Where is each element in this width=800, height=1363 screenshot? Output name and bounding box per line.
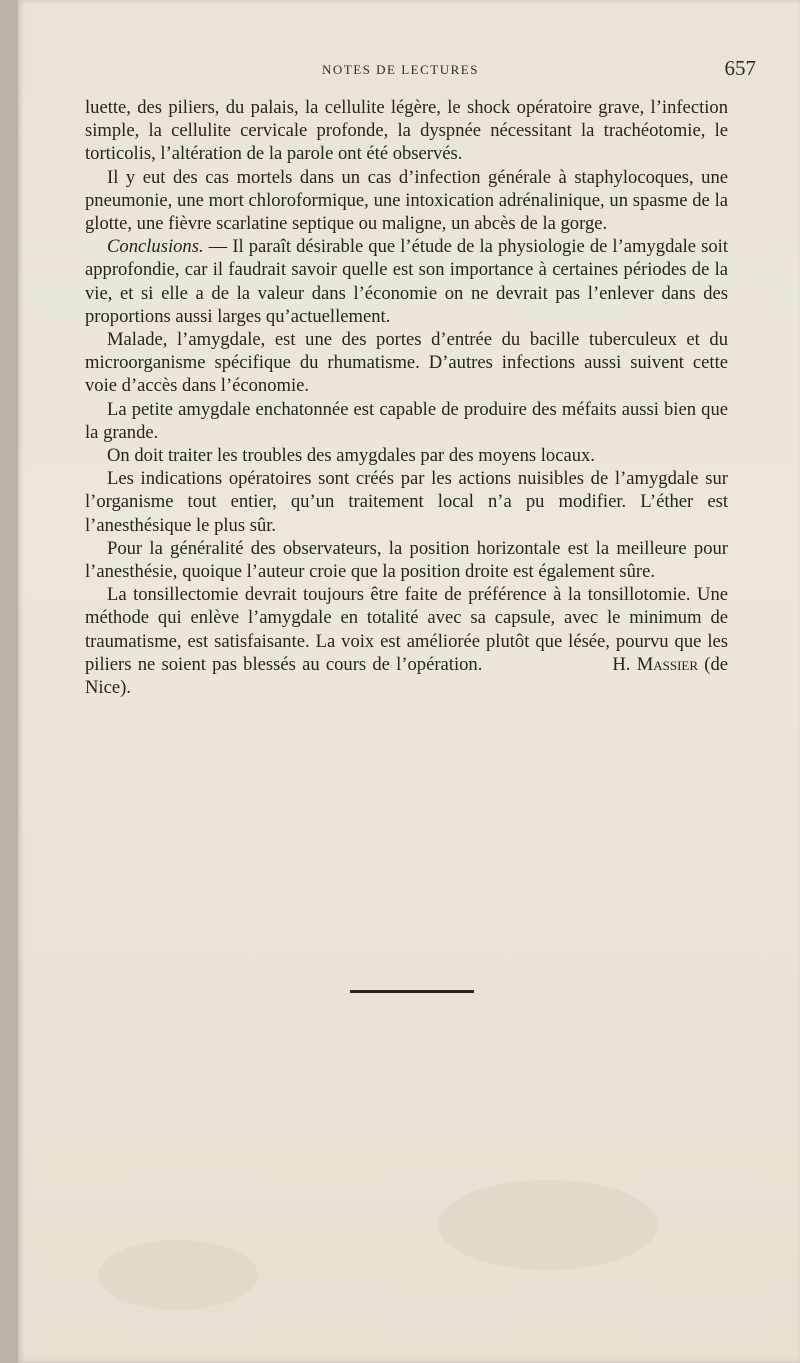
paragraph <box>85 583 728 699</box>
book-page <box>18 0 800 1363</box>
paragraph: Les indications opératoires sont créés par les actions nuisibles de l’amygdale sur l’organisme tout entier, qu’un traitement local n’a pu modifier. L’éther est l’anesthésique le plus sûr. <box>85 468 728 536</box>
paragraph: luette, des piliers, du palais, la cellulite légère, le shock opératoire grave, l’infection simple, la cellulite cervicale profonde, la dyspnée nécessitant la trachéotomie, le torticolis, l’altération de la parole ont été observés. <box>85 97 728 165</box>
paragraph-text: La tonsillectomie devrait toujours être faite de préférence à la tonsillotomie. Une méthode qui enlève l’amygdale en totalité avec sa capsule, avec le minimum de traumatisme, est satisfaisante. La voix est améliorée plutôt que lésée, pourvu que les piliers ne soient pas blessés au cours de l’opération. <box>85 584 728 675</box>
paragraph-text: — Il paraît désirable que l’étude de la physiologie de l’amygdale soit approfondie, car il faudrait savoir quelle est son importance à certaines périodes de la vie, et si elle a de la valeur dans l’économie on ne devrait pas l’enlever dans des proportions aussi larges qu’actuellement. <box>85 236 728 327</box>
paragraph <box>85 235 728 328</box>
section-end-rule <box>350 990 474 993</box>
body-text <box>85 96 728 699</box>
paragraph: On doit traiter les troubles des amygdales par des moyens locaux. <box>107 445 595 467</box>
conclusions-label: Conclusions. <box>107 236 204 258</box>
paragraph: Malade, l’amygdale, est une des portes d’entrée du bacille tuberculeux et du microorganisme spécifique du rhumatisme. D’autres infections aussi suivent cette voie d’accès dans l’économie. <box>85 329 728 397</box>
paragraph: La petite amygdale enchatonnée est capable de produire des méfaits aussi bien que la grande. <box>85 398 728 443</box>
signature-initial: H. <box>612 653 637 675</box>
paper-stain <box>98 1240 258 1310</box>
page-number: 657 <box>724 56 756 80</box>
page-header <box>18 56 800 86</box>
paragraph: Il y eut des cas mortels dans un cas d’infection générale à staphylocoques, une pneumonie, une mort chloroformique, une intoxication adrénalinique, un spasme de la glotte, une fièvre scarlatine septique ou maligne, un abcès de la gorge. <box>85 166 728 235</box>
paper-stain <box>438 1180 658 1270</box>
running-title: NOTES DE LECTURES <box>322 62 479 77</box>
signature-place: (de Nice). <box>85 653 728 699</box>
signature-name: Massier <box>636 653 699 675</box>
paragraph: Pour la généralité des observateurs, la position horizontale est la meilleure pour l’anesthésie, quoique l’auteur croie que la position droite est également sûre. <box>85 537 728 583</box>
